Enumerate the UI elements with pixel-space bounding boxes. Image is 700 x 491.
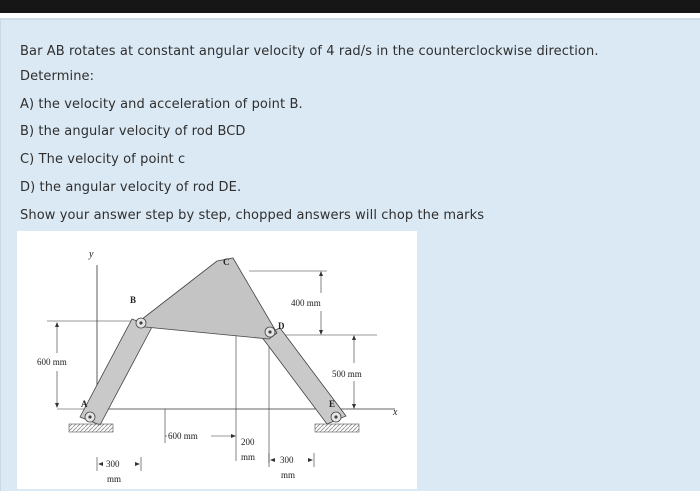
part-a: A) the velocity and acceleration of point B.: [20, 97, 303, 112]
pin-a-center: [88, 415, 91, 418]
dim-600v-arrow-top: [55, 322, 59, 327]
part-c: C) The velocity of point c: [20, 152, 186, 167]
dim-300-right-unit: mm: [281, 470, 296, 480]
x-axis-label: x: [393, 407, 398, 418]
pin-e-center: [334, 415, 337, 418]
dim-500: 500 mm: [332, 369, 362, 379]
dim-300-right-value: 300: [280, 455, 294, 465]
y-axis-label: y: [89, 249, 94, 260]
pin-d-center: [268, 330, 271, 333]
part-d: D) the angular velocity of rod DE.: [20, 180, 242, 195]
dim-300r-arrow-right: [308, 458, 313, 462]
ground-support-e: [315, 424, 359, 432]
dim-600h-arrow-right: [231, 434, 236, 438]
dim-300-left-value: 300: [106, 459, 120, 469]
mechanism-figure: [17, 231, 417, 489]
label-d: D: [278, 321, 285, 331]
dim-300l-arrow-left: [98, 462, 103, 466]
determine-label: Determine:: [20, 69, 95, 84]
dim-400-arrow-top: [319, 271, 323, 276]
dim-400: 400 mm: [291, 298, 321, 308]
dim-300-left-unit: mm: [107, 474, 122, 484]
dim-300r-arrow-left: [270, 458, 275, 462]
label-c: C: [223, 257, 230, 267]
dim-500-arrow-bottom: [352, 404, 356, 409]
pin-b-center: [139, 321, 142, 324]
dim-200-unit: mm: [241, 452, 256, 462]
plate-bcd: [137, 258, 277, 339]
dim-600-vertical: 600 mm: [37, 357, 67, 367]
dim-600v-arrow-bottom: [55, 403, 59, 408]
top-bar: [0, 0, 700, 13]
dim-600-horizontal: 600 mm: [168, 431, 198, 441]
dim-500-arrow-top: [352, 335, 356, 340]
label-a: A: [81, 399, 88, 409]
part-b: B) the angular velocity of rod BCD: [20, 124, 246, 139]
dim-200-value: 200: [241, 437, 255, 447]
dim-300l-arrow-right: [135, 462, 140, 466]
ground-support-a: [69, 424, 113, 432]
mechanism-diagram: [17, 231, 417, 489]
label-b: B: [130, 295, 137, 305]
instruction: Show your answer step by step, chopped answers will chop the marks: [20, 208, 485, 223]
dim-400-arrow-bottom: [319, 330, 323, 335]
question-intro: Bar AB rotates at constant angular velocity of 4 rad/s in the counterclockwise direction.: [20, 44, 599, 59]
label-e: E: [329, 399, 336, 409]
